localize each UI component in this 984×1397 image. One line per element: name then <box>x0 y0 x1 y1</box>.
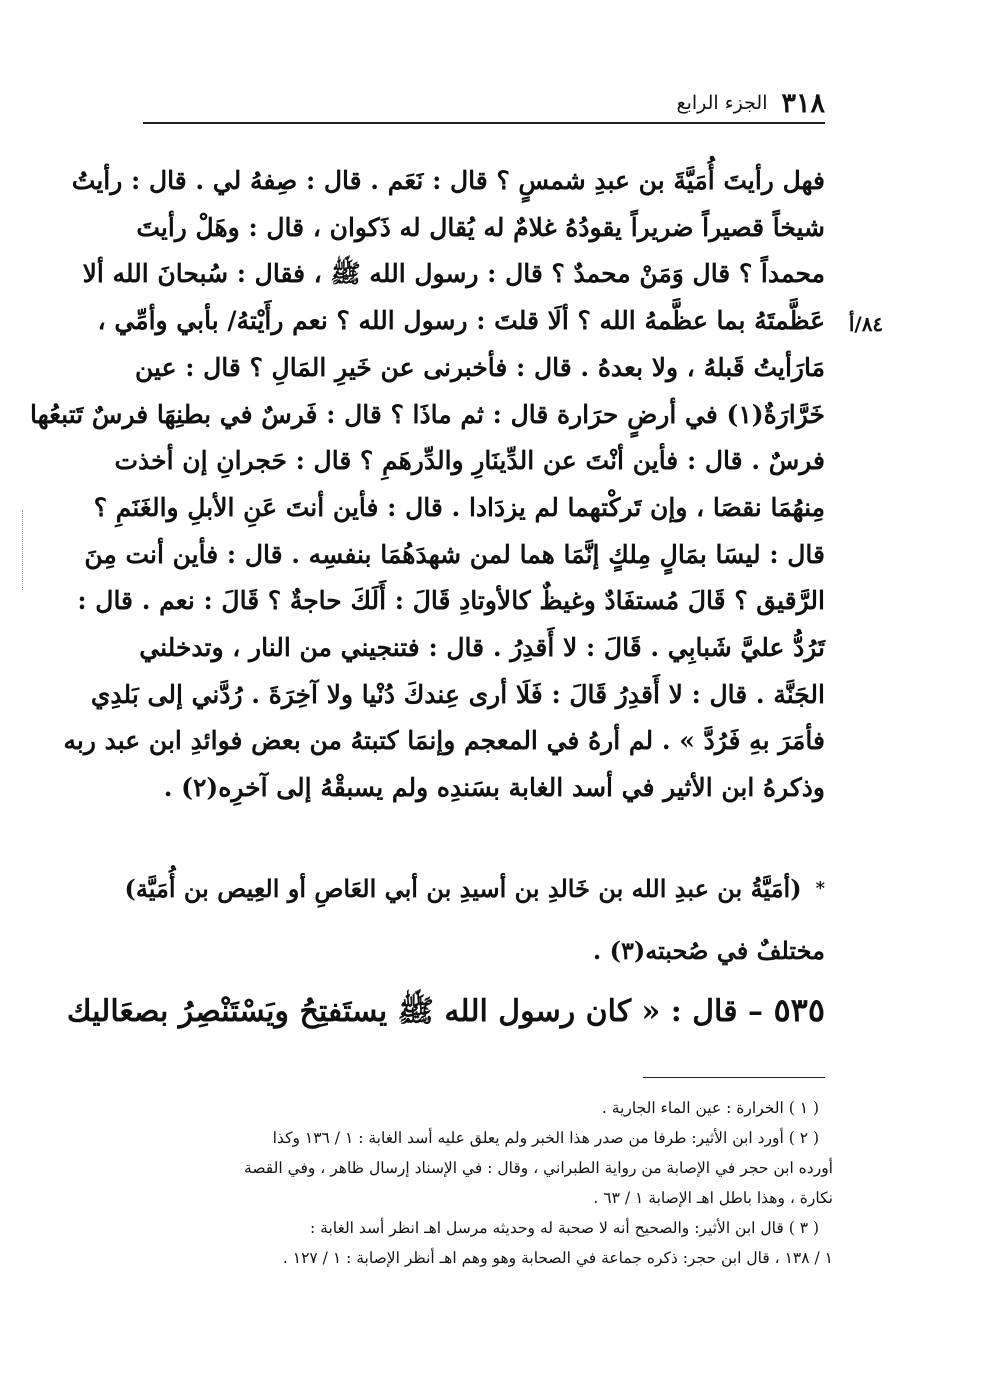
footnote-line: أورده ابن حجر في الإصابة من رواية الطبراني ، وقال : في الإسناد إرسال ظاهر ، وفي القصة <box>244 1159 833 1177</box>
entry-bullet: * <box>815 878 825 899</box>
entry-heading <box>124 858 825 920</box>
text-line: فرسٌ . قال : فأين أنْتَ عن الدِّينَارِ والدِّرهَمِ ؟ قال : حَجرانِ إن أخذت <box>114 446 825 476</box>
margin-folio-note: ٨٤/أ <box>848 312 884 336</box>
text-line: الجَنَّة . قال : لا أَقدِرُ قَالَ : فَلَا أرى عِندكَ دُنْيا ولا آخِرَةَ . رُدَّني إلى بَلدِي <box>90 679 825 709</box>
text-line: فهل رأيتَ أُمَيَّةَ بن عبدِ شمسٍ ؟ قال : نَعَم . قال : صِفهُ لي . قال : رأيتُ <box>71 166 825 195</box>
biography-entry <box>124 858 825 982</box>
main-text <box>29 158 825 812</box>
part-title: الجزء الرابع <box>676 92 768 114</box>
text-line: شيخاً قصيراً ضريراً يقودُهُ غلامٌ له يُقال له ذَكوان ، قال : وهَلْ رأيتَ <box>136 212 825 242</box>
footnote-line: نكارة ، وهذا باطل اهـ الإصابة ١ / ٦٣ . <box>593 1189 833 1207</box>
text-line: خَرَّارَةٌ(١) في أرضٍ حرَارة قال : ثم ماذَا ؟ قال : فَرسٌ في بطنِهَا فرسٌ تَتبعُها <box>29 399 825 429</box>
text-line: فأمَرَ بهِ فَرُدَّ » . لم أرهُ في المعجم وإنمَا كتبتهُ من بعض فوائدِ ابن عبد ربه <box>63 726 825 756</box>
footnote-line: ١ / ١٣٨ ، قال ابن حجر: ذكره جماعة في الصحابة وهو وهم اهـ أنظر الإصابة : ١ / ١٢٧ . <box>282 1249 833 1267</box>
footnotes <box>133 1093 833 1273</box>
text-line: وذكرهُ ابن الأثير في أسد الغابة بسَندِه ولم يسبقْهُ إلى آخرِه(٢) . <box>163 773 825 803</box>
text-line: مِنهُمَا نقصَا ، وإن تَركْتهما لم يزدَادا . قال : فأين أنتَ عَنِ الأبلِ والغَنَمِ ؟ <box>93 492 825 522</box>
header-rule <box>143 122 825 124</box>
hadith-text: – قال : « كان رسول الله ﷺ يستَفتِحُ ويَسْتَنْصِرُ بصعَاليك <box>66 994 763 1029</box>
binding-mark <box>22 510 23 590</box>
text-line: تَرُدُّ عليَّ شَبابِي . قَالَ : لا أَقدِرُ . قال : فتنجيني من النار ، وتدخلني <box>139 633 825 663</box>
hadith-start <box>66 988 825 1034</box>
hadith-number: ٥٣٥ <box>773 991 825 1029</box>
text-line: مَارَأيتُ قَبلهُ ، ولا بعدهُ . قال : فأخبرنى عن خَيرِ المَالِ ؟ قال : عين <box>135 352 825 382</box>
footnote-rule <box>643 1077 825 1078</box>
text-line: قال : ليسَا بمَالٍ مِلكٍ إنَّمَا هما لمن شهدَهُمَا بنفسِه . قال : فأين أنت مِنَ <box>84 539 825 569</box>
footnote-line: ( ١ ) الخرارة : عين الماء الجارية . <box>601 1099 819 1117</box>
page-number: ٣١٨ <box>781 87 825 119</box>
text-line: عَظَّمتَهُ بما عظَّمهُ الله ؟ ألَا قلتَ : رسول الله ؟ نعم رأَيْتهُ/ بأبي وأمِّي ، <box>97 306 825 336</box>
entry-name: (أمَيَّةُ بن عبدِ الله بن خَالدِ بن أسيدِ بن أبي العَاصِ أو العِيص بن أُمَيَّة) <box>124 874 802 903</box>
footnote-line: ( ٣ ) قال ابن الأثير: والصحيح أنه لا صحبة له وحديثه مرسل اهـ انظر أسد الغابة : <box>309 1219 819 1237</box>
text-line: محمداً ؟ قال وَمَنْ محمدٌ ؟ قال : رسول الله ﷺ ، فقال : سُبحانَ الله ألا <box>82 259 825 289</box>
text-line: الرَّقيق ؟ قَالَ مُستفَادٌ وغيظٌ كالأوتادِ قَالَ : أَلَكَ حاجةٌ ؟ قَالَ : نعم . قال : <box>77 586 825 616</box>
footnote-line: ( ٢ ) أورد ابن الأثير: طرفا من صدر هذا الخبر ولم يعلق عليه أسد الغابة : ١ / ١٣٦ وكذا <box>272 1129 819 1147</box>
entry-note: مختلفٌ في صُحبته(٣) . <box>592 936 825 965</box>
page-header <box>143 86 825 120</box>
